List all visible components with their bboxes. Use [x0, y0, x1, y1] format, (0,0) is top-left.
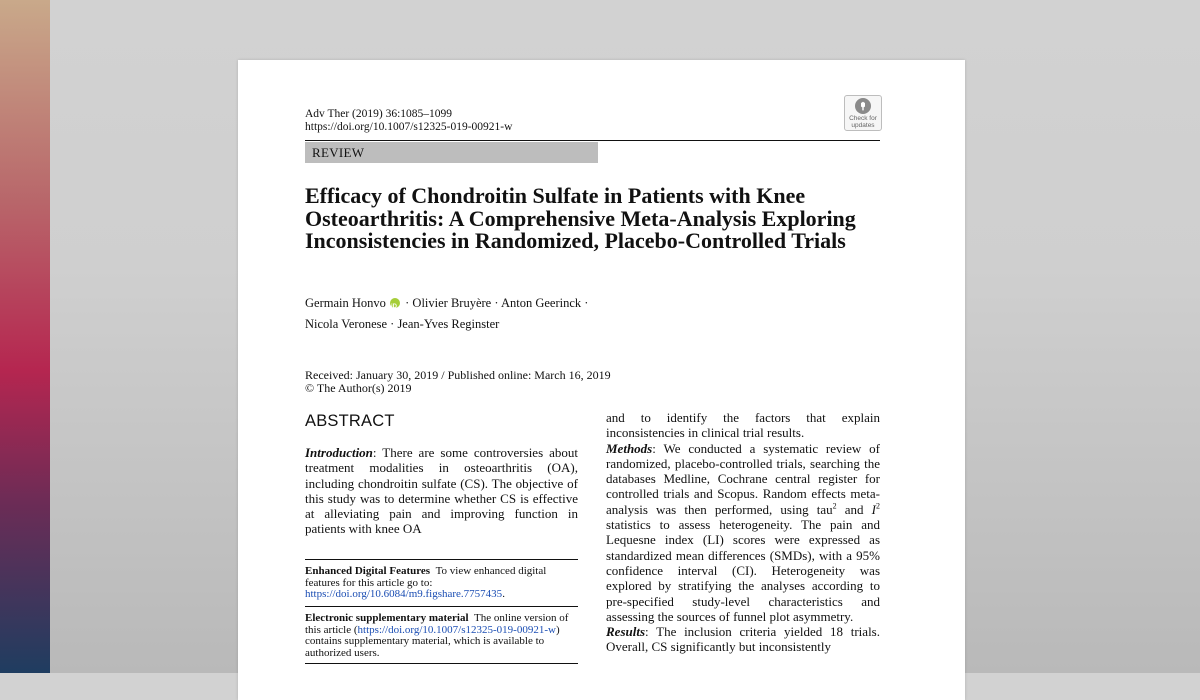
check-updates-icon: [855, 98, 871, 114]
badge-label: Check for updates: [849, 115, 877, 129]
supplementary-note: Electronic supplementary material The online version of this article (https://doi.org/10.1007/s12325-019-00921-w) contains supplementary material, which is available to authorized users.: [305, 612, 569, 659]
article-title: Efficacy of Chondroitin Sulfate in Patients with Knee Osteoarthritis: A Comprehensive Meta-Analysis Exploring Inconsistencies in Randomized, Placebo-Controlled Trials: [305, 183, 856, 253]
abstract-left-column: [305, 445, 578, 537]
paper-page: [238, 60, 965, 700]
note-rule-2: [305, 606, 578, 607]
author-line-2: Nicola Veronese · Jean-Yves Reginster: [305, 317, 500, 331]
abstract-right-column: [606, 410, 880, 655]
abstract-heading: ABSTRACT: [305, 412, 395, 430]
received-date: Received: January 30, 2019 / Published online: March 16, 2019: [305, 368, 611, 382]
intro-continuation: and to identify the factors that explain inconsistencies in clinical trial results.: [606, 410, 880, 441]
supplementary-link[interactable]: https://doi.org/10.1007/s12325-019-00921-w: [357, 623, 556, 636]
enhanced-features-link[interactable]: https://doi.org/10.6084/m9.figshare.7757435: [305, 588, 503, 600]
results-paragraph: Results: The inclusion criteria yielded 18 trials. Overall, CS significantly but inconsistently: [606, 624, 880, 655]
header-rule: [305, 140, 880, 141]
enhanced-features-label: Enhanced Digital Features: [305, 565, 431, 577]
methods-paragraph: Methods: We conducted a systematic review of randomized, placebo-controlled trials, searching the databases Medline, Cochrane central register for controlled trials and Scopus. Random effects meta-analysis was then performed, using tau$^2$ and $I^2$ statistics to assess heterogeneity. The pain and Lequesne index (LI) scores were expressed as standardized mean differences (SMDs), with a 95% confidence interval (CI). Heterogeneity was explored by stratifying the analyses according to pre-specified study-level characteristics and assessing the sources of funnel plot asymmetry.: [606, 440, 880, 624]
introduction-paragraph: Introduction: There are some controversies about treatment modalities in osteoarthritis (OA), including chondroitin sulfate (CS). The objective of this study was to determine whether CS is effective at alleviating pain and improving function in patients with knee OA: [305, 445, 578, 537]
note-rule-1: [305, 559, 578, 560]
copyright-line: © The Author(s) 2019: [305, 381, 412, 395]
section-label: REVIEW: [305, 142, 598, 163]
author-others: · Olivier Bruyère · Anton Geerinck ·: [405, 296, 589, 310]
journal-doi: https://doi.org/10.1007/s12325-019-00921-w: [305, 121, 513, 133]
supplementary-label: Electronic supplementary material: [305, 612, 469, 624]
journal-header: [305, 108, 512, 134]
background-color-strip: [0, 0, 50, 673]
publication-dates: [305, 369, 611, 395]
results-label: Results: [606, 624, 646, 640]
note-rule-3: [305, 663, 578, 664]
orcid-icon[interactable]: [390, 298, 400, 308]
introduction-label: Introduction: [305, 445, 373, 460]
author-honvo[interactable]: Germain Honvo: [305, 296, 386, 310]
methods-label: Methods: [606, 440, 653, 456]
check-for-updates-badge[interactable]: [844, 95, 882, 131]
enhanced-features-note: Enhanced Digital Features To view enhanced digital features for this article go to: https://doi.org/10.6084/m9.figshare.7757435.: [305, 565, 547, 600]
author-list: [305, 293, 588, 335]
journal-citation: Adv Ther (2019) 36:1085–1099: [305, 108, 453, 120]
